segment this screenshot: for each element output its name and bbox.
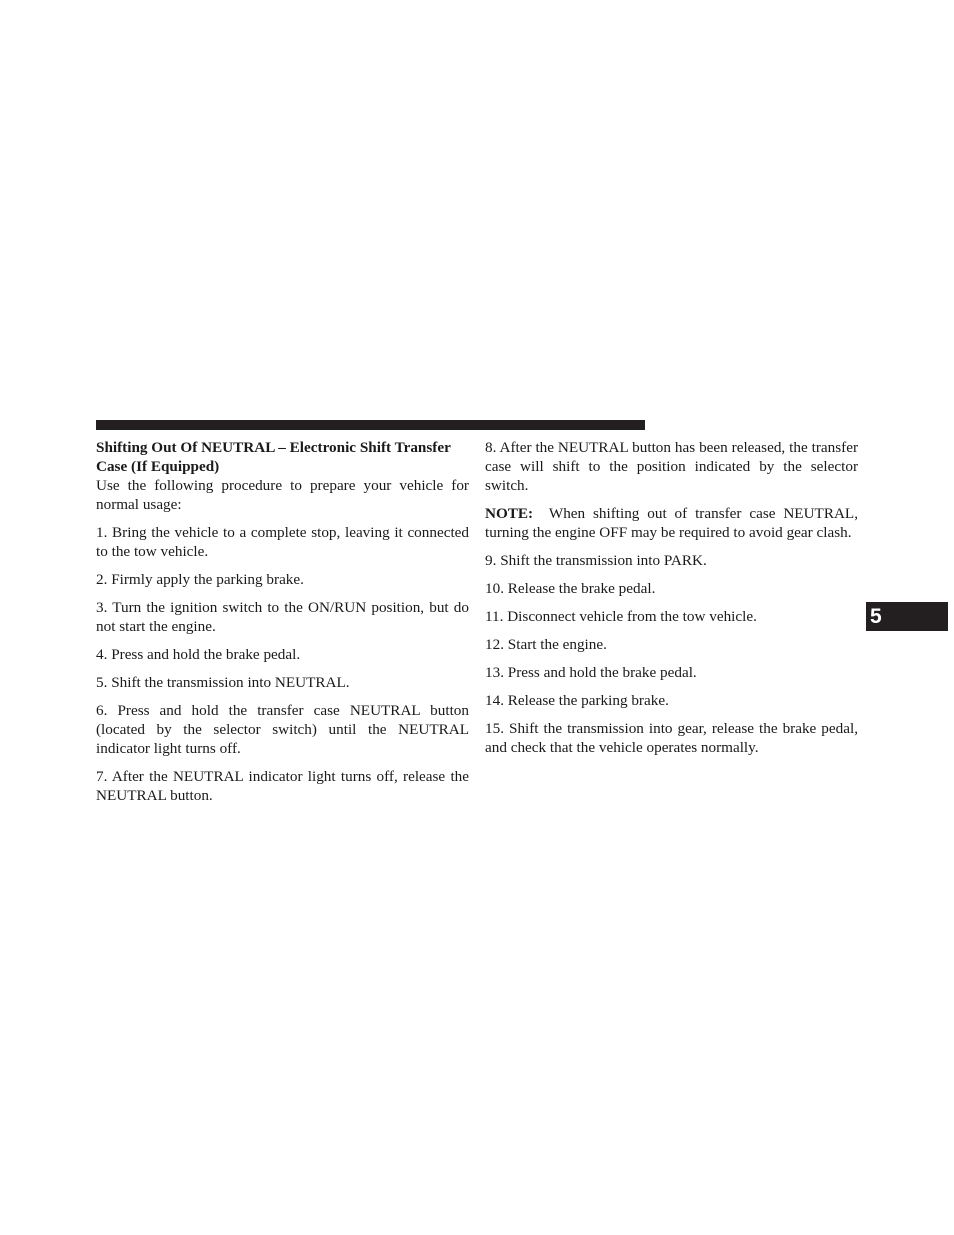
step-1: 1. Bring the vehicle to a complete stop, leaving it connected to the tow vehicle. [96,524,469,560]
step-12: 12. Start the engine. [485,636,607,653]
step-8: 8. After the NEUTRAL button has been released, the transfer case will shift to the position indicated by the selector switch. [485,439,858,494]
step-10: 10. Release the brake pedal. [485,580,656,597]
step-9: 9. Shift the transmission into PARK. [485,552,707,569]
chapter-tab: 5 [866,602,948,631]
step-11: 11. Disconnect vehicle from the tow vehicle. [485,608,757,625]
section-rule [96,420,645,430]
note-text: When shifting out of transfer case NEUTRAL, turning the engine OFF may be required to avoid gear clash. [485,505,859,541]
section-heading: Shifting Out Of NEUTRAL – Electronic Shift Transfer Case (If Equipped) [96,439,451,475]
right-column [485,438,858,766]
note-paragraph [485,504,858,542]
step-6: 6. Press and hold the transfer case NEUTRAL button (located by the selector switch) until the NEUTRAL indicator light turns off. [96,702,469,757]
step-4: 4. Press and hold the brake pedal. [96,646,301,663]
step-5: 5. Shift the transmission into NEUTRAL. [96,674,350,691]
note-label: NOTE: [485,505,534,522]
step-15: 15. Shift the transmission into gear, release the brake pedal, and check that the vehicle operates normally. [485,720,858,756]
step-14: 14. Release the parking brake. [485,692,669,709]
left-column [96,438,469,814]
step-2: 2. Firmly apply the parking brake. [96,571,304,588]
intro-paragraph: Use the following procedure to prepare your vehicle for normal usage: [96,477,469,513]
step-3: 3. Turn the ignition switch to the ON/RUN position, but do not start the engine. [96,599,469,635]
step-13: 13. Press and hold the brake pedal. [485,664,697,681]
step-7: 7. After the NEUTRAL indicator light turns off, release the NEUTRAL button. [96,768,469,804]
